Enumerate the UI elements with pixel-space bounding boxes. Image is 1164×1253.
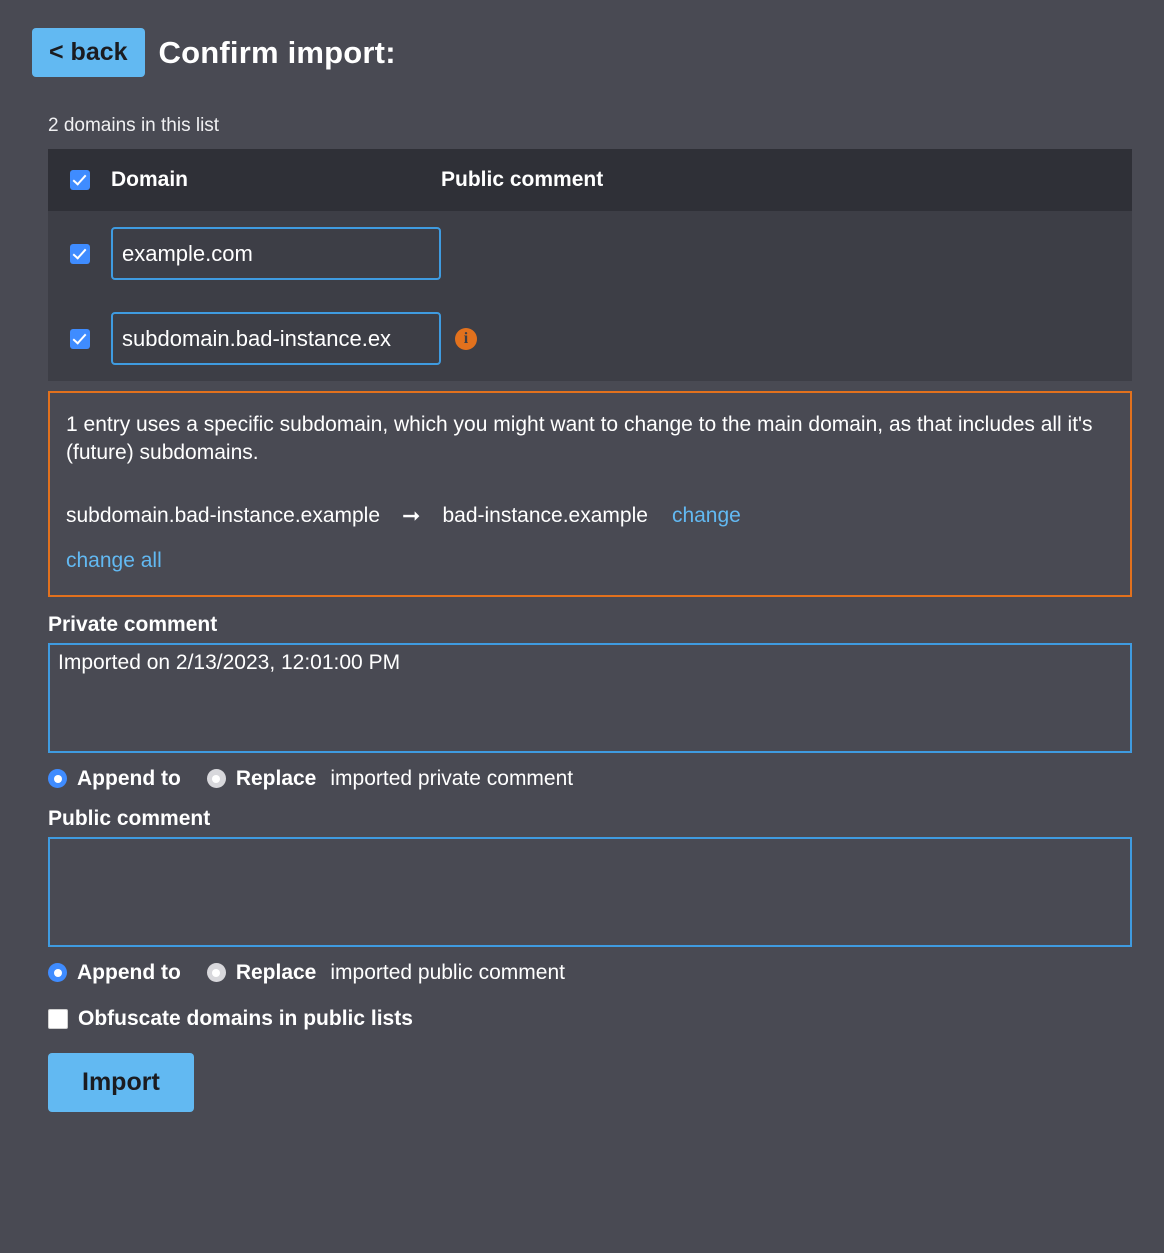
info-icon[interactable]: i: [455, 328, 477, 350]
public-replace-label: Replace: [235, 960, 317, 984]
table-row: [48, 296, 1132, 381]
public-append-label: Append to: [77, 960, 181, 984]
table-header-row: [48, 149, 1132, 211]
change-all-link[interactable]: change all: [66, 548, 162, 572]
page-header: [32, 0, 1132, 77]
private-replace-radio[interactable]: [207, 769, 226, 788]
public-comment-mode-row: [48, 961, 1132, 985]
change-link[interactable]: change: [671, 503, 741, 527]
private-comment-mode-row: [48, 767, 1132, 791]
arrow-right-icon: ➞: [402, 502, 421, 528]
public-mode-tail-label: imported public comment: [330, 960, 565, 984]
domain-count-text: 2 domains in this list: [48, 115, 220, 136]
suggestion-to-domain: bad-instance.example: [442, 503, 648, 527]
row-checkbox[interactable]: [70, 329, 90, 349]
public-replace-radio[interactable]: [207, 963, 226, 982]
back-button[interactable]: < back: [32, 28, 145, 77]
public-comment-label: Public comment: [48, 806, 211, 830]
import-button[interactable]: Import: [48, 1053, 194, 1112]
private-comment-textarea[interactable]: [48, 643, 1132, 753]
column-header-public-comment: Public comment: [441, 168, 604, 191]
obfuscate-row: [48, 1007, 1132, 1031]
column-header-domain: Domain: [111, 168, 189, 191]
private-append-radio[interactable]: [48, 769, 67, 788]
public-comment-textarea[interactable]: [48, 837, 1132, 947]
private-replace-label: Replace: [235, 766, 317, 790]
obfuscate-checkbox[interactable]: [48, 1009, 68, 1029]
select-all-checkbox[interactable]: [70, 170, 90, 190]
public-append-radio[interactable]: [48, 963, 67, 982]
suggestion-from-domain: subdomain.bad-instance.example: [66, 503, 381, 527]
page-title: Confirm import:: [158, 34, 396, 70]
table-row: [48, 211, 1132, 296]
subdomain-suggestion-row: [66, 503, 1114, 529]
private-comment-label: Private comment: [48, 612, 218, 636]
warning-message: 1 entry uses a specific subdomain, which you might want to change to the main domain, as that includes all it's (future) subdomains.: [66, 413, 1093, 464]
private-mode-tail-label: imported private comment: [330, 766, 574, 790]
row-checkbox[interactable]: [70, 244, 90, 264]
obfuscate-label: Obfuscate domains in public lists: [78, 1006, 413, 1030]
subdomain-warning-box: [48, 391, 1132, 597]
domain-input[interactable]: [111, 227, 441, 280]
domain-input[interactable]: [111, 312, 441, 365]
private-append-label: Append to: [77, 766, 181, 790]
domains-table: [48, 149, 1132, 381]
